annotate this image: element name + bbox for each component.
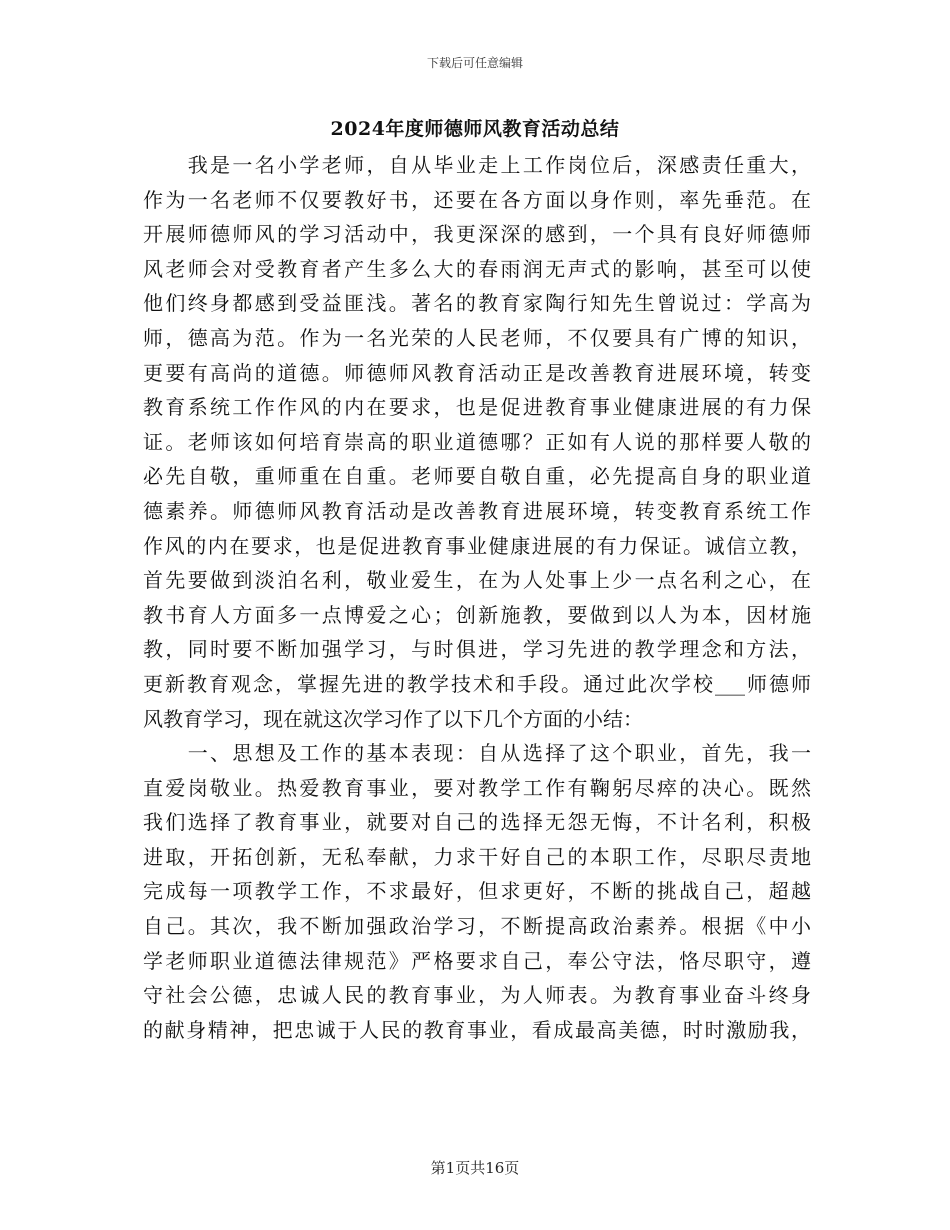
body-line: 守社会公德，忠诚人民的教育事业，为人师表。为教育事业奋斗终身: [143, 983, 811, 1008]
body-line: 风教育学习，现在就这次学习作了以下几个方面的小结：: [143, 706, 643, 731]
body-line: 更要有高尚的道德。师德师风教育活动正是改善教育进展环境，转变: [143, 360, 811, 385]
body-line: 教书育人方面多一点博爱之心；创新施教，要做到以人为本，因材施: [143, 602, 811, 627]
body-line: 自己。其次，我不断加强政治学习，不断提高政治素养。根据《中小: [143, 914, 811, 939]
body-line: 教育系统工作作风的内在要求，也是促进教育事业健康进展的有力保: [143, 395, 811, 420]
body-line: 德素养。师德师风教育活动是改善教育进展环境，转变教育系统工作: [143, 498, 811, 523]
body-line: 作为一名老师不仅要教好书，还要在各方面以身作则，率先垂范。在: [143, 187, 811, 212]
body-line: 学老师职业道德法律规范》严格要求自己，奉公守法，恪尽职守，遵: [143, 948, 811, 973]
body-line: 我是一名小学老师，自从毕业走上工作岗位后，深感责任重大，: [143, 153, 811, 177]
body-line: 证。老师该如何培育崇高的职业道德哪？正如有人说的那样要人敬的: [143, 429, 811, 454]
body-line: 更新教育观念，掌握先进的教学技术和手段。通过此次学校___师德师: [143, 671, 811, 696]
header-note: 下载后可任意编辑: [426, 56, 523, 70]
document-body: [143, 148, 811, 1047]
body-line: 他们终身都感到受益匪浅。著名的教育家陶行知先生曾说过：学高为: [143, 291, 811, 316]
page-number: 第1页共16页: [430, 1159, 520, 1177]
body-line: 教，同时要不断加强学习，与时俱进，学习先进的教学理念和方法，: [143, 637, 811, 662]
body-line: 首先要做到淡泊名利，敬业爱生，在为人处事上少一点名利之心，在: [143, 568, 811, 593]
body-line: 开展师德师风的学习活动中，我更深深的感到，一个具有良好师德师: [143, 222, 811, 247]
body-line: 直爱岗敬业。热爱教育事业，要对教学工作有鞠躬尽瘁的决心。既然: [143, 775, 811, 800]
body-line: 风老师会对受教育者产生多么大的春雨润无声式的影响，甚至可以使: [143, 256, 811, 281]
body-line: 必先自敬，重师重在自重。老师要自敬自重，必先提高自身的职业道: [143, 464, 811, 489]
body-line: 一、思想及工作的基本表现：自从选择了这个职业，首先，我一: [143, 741, 811, 766]
body-line: 完成每一项教学工作，不求最好，但求更好，不断的挑战自己，超越: [143, 879, 811, 904]
body-line: 我们选择了教育事业，就要对自己的选择无怨无悔，不计名利，积极: [143, 810, 811, 835]
body-line: 进取，开拓创新，无私奉献，力求干好自己的本职工作，尽职尽责地: [143, 844, 811, 869]
body-line: 作风的内在要求，也是促进教育事业健康进展的有力保证。诚信立教，: [143, 533, 811, 558]
document-title: 2024年度师德师风教育活动总结: [330, 118, 620, 140]
body-line: 的献身精神，把忠诚于人民的教育事业，看成最高美德，时时激励我，: [143, 1017, 811, 1042]
body-line: 师，德高为范。作为一名光荣的人民老师，不仅要具有广博的知识，: [143, 325, 811, 350]
